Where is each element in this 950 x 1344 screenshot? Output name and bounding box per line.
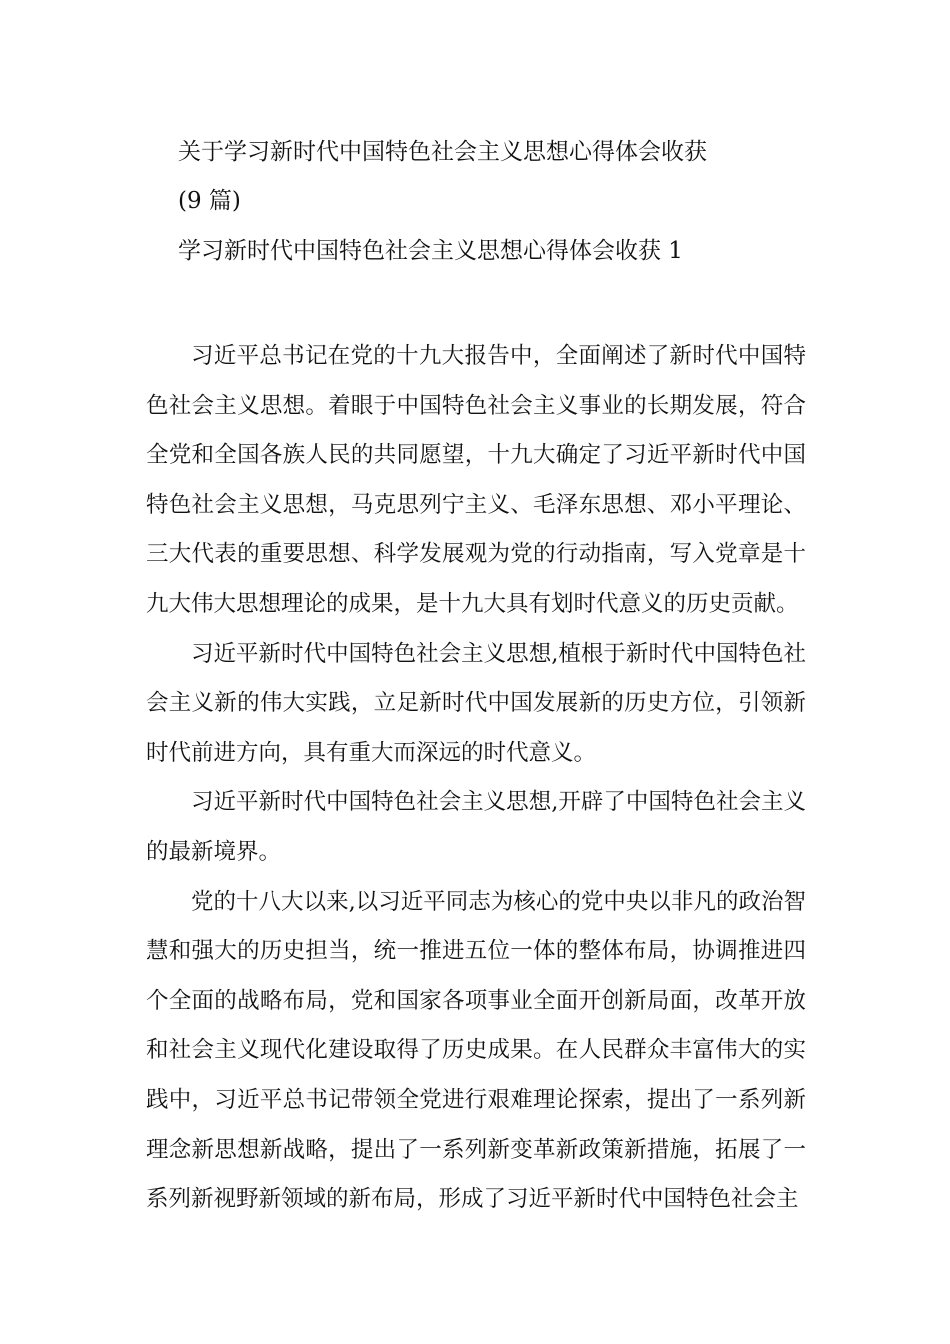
document-title: 关于学习新时代中国特色社会主义思想心得体会收获 xyxy=(178,139,707,165)
document-title-count: (9 篇) xyxy=(178,188,241,214)
paragraph-1: 习近平总书记在党的十九大报告中，全面阐述了新时代中国特色社会主义思想。着眼于中国特色社会主义事业的长期发展，符合全党和全国各族人民的共同愿望，十九大确定了习近平新时代中国特色社会主义思想，马克思列宁主义、毛泽东思想、邓小平理论、三大代表的重要思想、科学发展观为党的行动指南，写入党章是十九大伟大思想理论的成果，是十九大具有划时代意义的历史贡献。 xyxy=(146,343,806,617)
paragraph-2: 习近平新时代中国特色社会主义思想,植根于新时代中国特色社会主义新的伟大实践，立足新时代中国发展新的历史方位，引领新时代前进方向，具有重大而深远的时代意义。 xyxy=(146,640,806,766)
section-heading: 学习新时代中国特色社会主义思想心得体会收获 1 xyxy=(178,238,683,264)
paragraph-3: 习近平新时代中国特色社会主义思想,开辟了中国特色社会主义的最新境界。 xyxy=(146,789,806,865)
document-body xyxy=(146,332,806,1225)
paragraph-4: 党的十八大以来,以习近平同志为核心的党中央以非凡的政治智慧和强大的历史担当，统一推进五位一体的整体布局，协调推进四个全面的战略布局，党和国家各项事业全面开创新局面，改革开放和社会主义现代化建设取得了历史成果。在人民群众丰富伟大的实践中，习近平总书记带领全党进行艰难理论探索，提出了一系列新理念新思想新战略，提出了一系列新变革新政策新措施，拓展了一系列新视野新领域的新布局，形成了习近平新时代中国特色社会主 xyxy=(146,888,806,1213)
